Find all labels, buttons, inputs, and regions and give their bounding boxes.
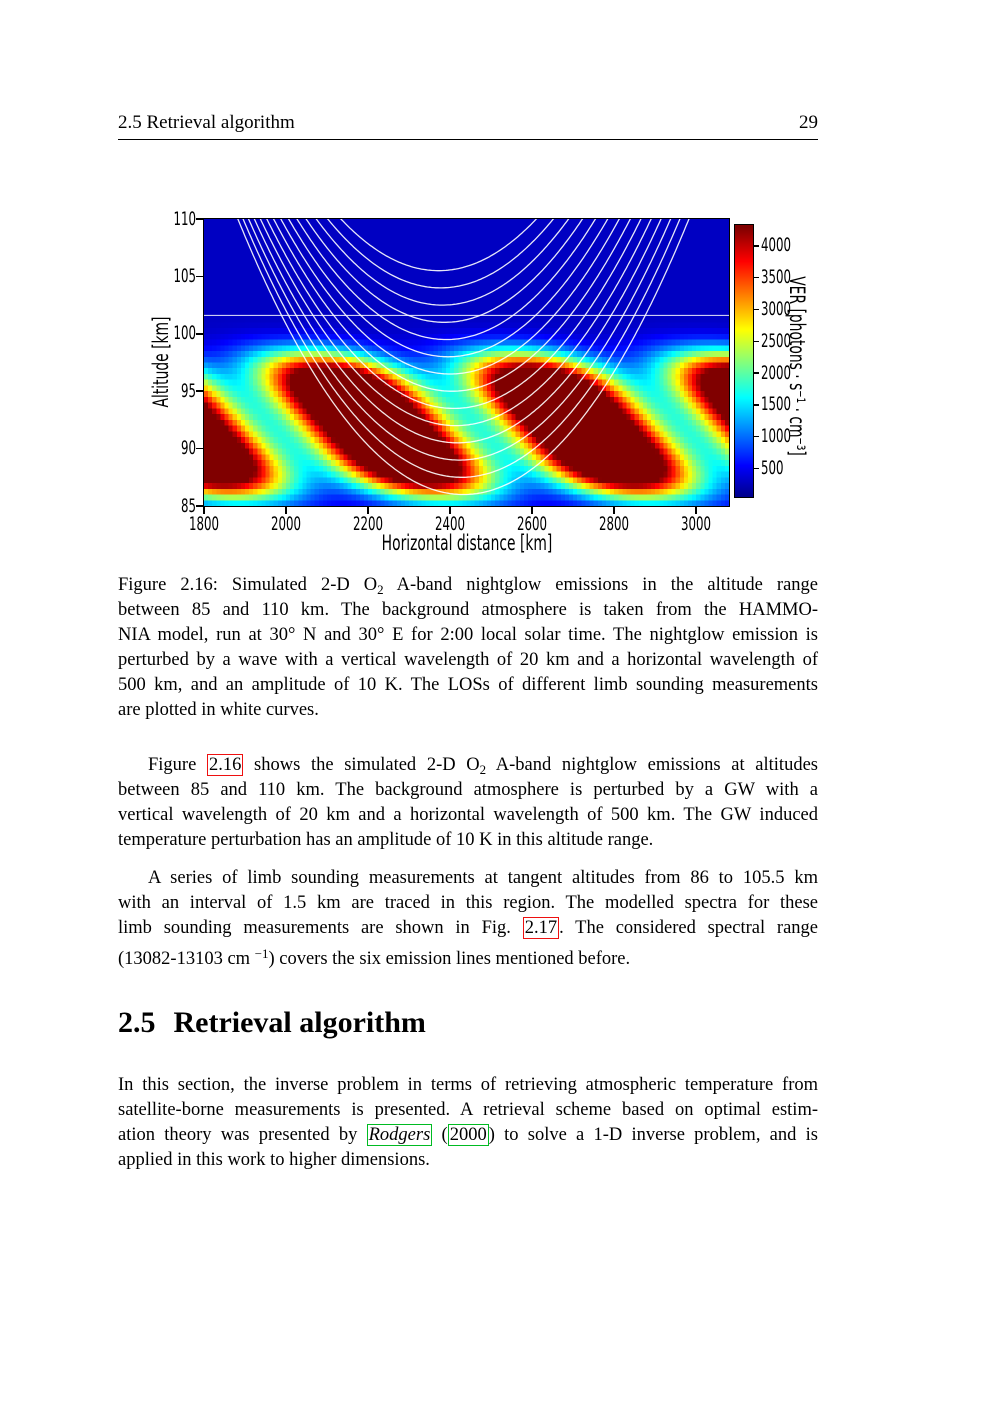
y-tick-mark bbox=[196, 218, 204, 220]
colorbar-tick-mark bbox=[753, 245, 759, 246]
text-segment: vertical wavelength of 20 km and a horizontal wavelength of 500 km. The GW induced bbox=[118, 805, 818, 825]
los-curve bbox=[266, 219, 643, 408]
section-title: Retrieval algorithm bbox=[173, 1006, 426, 1039]
text-line bbox=[118, 698, 818, 723]
text-segment: between 85 and 110 km. The background atmosphere is taken from the HAMMO- bbox=[118, 600, 818, 620]
text-line bbox=[118, 1123, 818, 1148]
los-curve bbox=[335, 219, 542, 271]
text-line bbox=[118, 941, 818, 969]
text-line bbox=[118, 1148, 818, 1173]
colorbar-tick-label: 3500 bbox=[761, 266, 791, 289]
x-axis-label: Horizontal distance [km] bbox=[381, 531, 553, 555]
colorbar-tick-label: 500 bbox=[761, 456, 784, 479]
text-segment: In this section, the inverse problem in terms of retrieving atmospheric temperature from bbox=[118, 1075, 818, 1095]
colorbar-tick-label: 2500 bbox=[761, 329, 791, 352]
y-tick-label: 110 bbox=[173, 207, 196, 230]
los-curve bbox=[278, 219, 623, 374]
y-tick-mark bbox=[196, 333, 204, 335]
text-sub: 2 bbox=[479, 762, 487, 777]
colorbar bbox=[735, 225, 753, 497]
citation-link[interactable]: 2000 bbox=[449, 1125, 487, 1145]
text-line bbox=[118, 623, 818, 648]
citation-link[interactable]: Rodgers bbox=[368, 1125, 431, 1145]
text-segment: ( bbox=[432, 1125, 448, 1145]
text-segment: (13082-13103 cm bbox=[118, 949, 255, 969]
running-header-title: 2.5 Retrieval algorithm bbox=[118, 112, 295, 133]
text-segment: . The considered spectral range bbox=[559, 918, 819, 938]
colorbar-label: VER [photons · s⁻¹ · cm⁻³] bbox=[785, 276, 809, 456]
text-line bbox=[118, 598, 818, 623]
colorbar-tick-label: 3000 bbox=[761, 298, 791, 321]
los-curve bbox=[241, 219, 682, 477]
y-tick-label: 85 bbox=[181, 494, 196, 517]
text-segment: 500 km, and an amplitude of 10 K. The LOSs of different limb sounding measurements bbox=[118, 675, 818, 695]
text-line bbox=[118, 803, 818, 828]
los-curve bbox=[323, 219, 559, 288]
text-segment: temperature perturbation has an amplitude of 10 K in this altitude range. bbox=[118, 830, 654, 850]
colorbar-tick-mark bbox=[753, 277, 759, 278]
text-line bbox=[118, 573, 818, 598]
figure-ref-link[interactable]: 2.17 bbox=[524, 918, 558, 938]
text-segment: applied in this work to higher dimensions. bbox=[118, 1150, 430, 1170]
x-tick-label: 2400 bbox=[435, 513, 466, 535]
y-tick-mark bbox=[196, 448, 204, 450]
x-tick-label: 2800 bbox=[599, 513, 630, 535]
colorbar-tick-mark bbox=[753, 372, 759, 373]
text-segment: NIA model, run at 30° N and 30° E for 2:00 local solar time. The nightglow emission is bbox=[118, 625, 818, 645]
los-curve bbox=[294, 219, 598, 340]
text-line bbox=[118, 1073, 818, 1098]
text-line bbox=[118, 648, 818, 673]
text-segment: with an interval of 1.5 km are traced in this region. The modelled spectra for these bbox=[118, 893, 818, 913]
text-segment: between 85 and 110 km. The background atmosphere is perturbed by a GW with a bbox=[118, 780, 818, 800]
text-line bbox=[118, 916, 818, 941]
text-segment: limb sounding measurements are shown in Fig. bbox=[118, 918, 523, 938]
text-segment: are plotted in white curves. bbox=[118, 700, 319, 720]
text-segment: ) covers the six emission lines mentioned before. bbox=[268, 949, 631, 969]
text-segment: A series of limb sounding measurements at tangent altitudes from 86 to 105.5 km bbox=[148, 868, 818, 888]
colorbar-tick-mark bbox=[753, 341, 759, 342]
text-sub: 2 bbox=[377, 582, 384, 597]
los-curve bbox=[313, 219, 573, 305]
y-tick-label: 95 bbox=[181, 379, 196, 402]
text-line bbox=[118, 1098, 818, 1123]
colorbar-tick-mark bbox=[753, 436, 759, 437]
colorbar-tick-label: 1000 bbox=[761, 425, 791, 448]
heatmap-plot-area bbox=[204, 219, 729, 506]
page-number: 29 bbox=[799, 112, 818, 133]
body-paragraph-1 bbox=[118, 753, 818, 853]
y-tick-mark bbox=[196, 276, 204, 278]
x-tick-label: 2600 bbox=[517, 513, 548, 535]
text-line bbox=[118, 891, 818, 916]
text-line bbox=[118, 753, 818, 778]
colorbar-tick-mark bbox=[753, 468, 759, 469]
colorbar-tick-label: 2000 bbox=[761, 361, 791, 384]
colorbar-tick-label: 1500 bbox=[761, 393, 791, 416]
text-segment: perturbed by a wave with a vertical wavelength of 20 km and a horizontal wavelength of bbox=[118, 650, 818, 670]
text-segment: Figure bbox=[148, 755, 207, 775]
text-segment: A-band nightglow emissions in the altitude range bbox=[383, 575, 819, 595]
section-heading bbox=[118, 1005, 426, 1041]
figure-ref-link[interactable]: 2.16 bbox=[208, 755, 242, 775]
y-tick-label: 90 bbox=[181, 437, 196, 460]
colorbar-canvas bbox=[735, 225, 753, 497]
x-tick-label: 3000 bbox=[681, 513, 712, 535]
y-axis-label: Altitude [km] bbox=[149, 316, 173, 408]
text-line bbox=[118, 673, 818, 698]
text-segment: Figure 2.16: Simulated 2-D O bbox=[118, 575, 378, 595]
text-segment: ation theory was presented by bbox=[118, 1125, 367, 1145]
y-tick-mark bbox=[196, 390, 204, 392]
header-rule bbox=[118, 139, 818, 140]
colorbar-tick-label: 4000 bbox=[761, 234, 791, 257]
y-tick-label: 100 bbox=[173, 322, 196, 345]
los-overlay bbox=[204, 219, 729, 506]
x-tick-label: 2000 bbox=[271, 513, 302, 535]
y-tick-label: 105 bbox=[173, 264, 196, 287]
colorbar-tick-mark bbox=[753, 309, 759, 310]
text-segment: shows the simulated 2-D O bbox=[243, 755, 480, 775]
los-curve bbox=[253, 219, 663, 443]
text-line bbox=[118, 866, 818, 891]
text-line bbox=[118, 828, 818, 853]
text-segment: satellite-borne measurements is presented. A retrieval scheme based on optimal estim- bbox=[118, 1100, 818, 1120]
text-segment: ) to solve a 1-D inverse problem, and is bbox=[488, 1125, 818, 1145]
text-segment: A-band nightglow emissions at altitudes bbox=[486, 755, 818, 775]
figure-caption bbox=[118, 573, 818, 723]
section-number: 2.5 bbox=[118, 1006, 156, 1039]
text-sup: −1 bbox=[254, 946, 269, 961]
x-tick-label: 1800 bbox=[189, 513, 219, 535]
body-paragraph-3 bbox=[118, 1073, 818, 1173]
colorbar-tick-mark bbox=[753, 404, 759, 405]
text-line bbox=[118, 778, 818, 803]
x-tick-label: 2200 bbox=[353, 513, 384, 535]
body-paragraph-2 bbox=[118, 866, 819, 969]
